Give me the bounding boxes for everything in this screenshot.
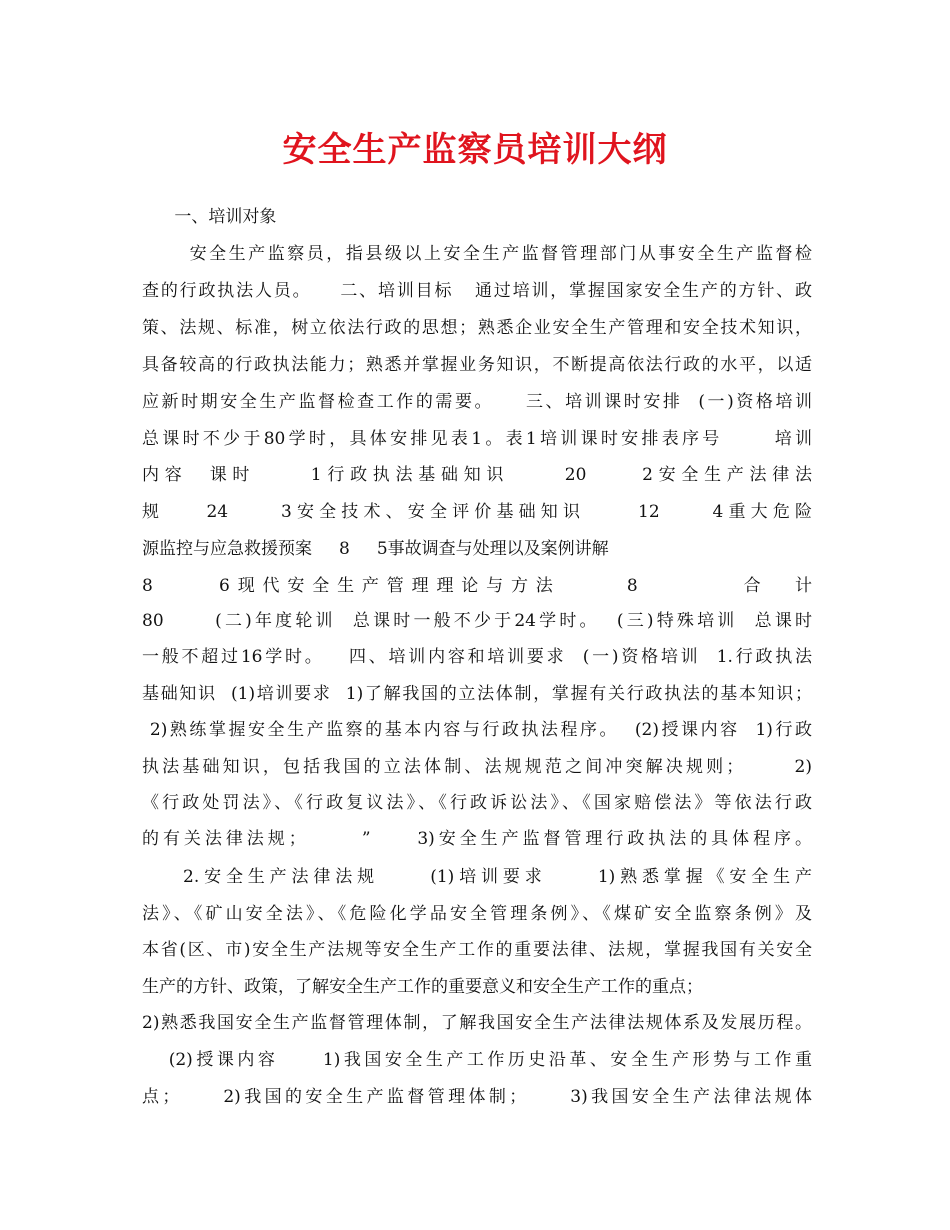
body-line: 2)熟练掌握安全生产监察的基本内容与行政执法程序。 (2)授课内容 1)行政 [142, 720, 812, 740]
body-line: 源监控与应急救援预案 8 5事故调查与处理以及案例讲解 [142, 539, 609, 559]
body-line: 规 24 3安全技术、安全评价基础知识 12 4重大危险 [142, 502, 812, 522]
body-line: 执法基础知识，包括我国的立法体制、法规规范之间冲突解决规则； 2) [142, 757, 812, 777]
body-line: 具备较高的行政执法能力；熟悉并掌握业务知识，不断提高依法行政的水平，以适 [142, 355, 812, 375]
body-line: 点； 2)我国的安全生产监督管理体制； 3)我国安全生产法律法规体 [142, 1087, 812, 1107]
body-line: (2)授课内容 1)我国安全生产工作历史沿革、安全生产形势与工作重 [142, 1050, 812, 1070]
body-line: 基础知识 (1)培训要求 1)了解我国的立法体制，掌握有关行政执法的基本知识； [142, 684, 812, 704]
document-title: 安全生产监察员培训大纲 [282, 130, 668, 170]
body-line: 应新时期安全生产监督检查工作的需要。 三、培训课时安排 (一)资格培训 [142, 392, 812, 412]
body-line: 查的行政执法人员。 二、培训目标 通过培训，掌握国家安全生产的方针、政 [142, 281, 812, 301]
body-line: 本省(区、市)安全生产法规等安全生产工作的重要法律、法规，掌握我国有关安全 [142, 940, 812, 960]
body-line: 一、培训对象 [142, 207, 277, 227]
body-line: 8 6现代安全生产管理理论与方法 8 合 计 [142, 576, 812, 596]
body-line: 2)熟悉我国安全生产监督管理体制，了解我国安全生产法律法规体系及发展历程。 [142, 1013, 812, 1033]
body-line: 的有关法律法规； ” 3)安全生产监督管理行政执法的具体程序。 [142, 829, 812, 849]
body-line: 生产的方针、政策，了解安全生产工作的重要意义和安全生产工作的重点； [142, 977, 703, 997]
body-line: 安全生产监察员，指县级以上安全生产监督管理部门从事安全生产监督检 [142, 244, 812, 264]
body-line: 2.安全生产法律法规 (1)培训要求 1)熟悉掌握《安全生产 [142, 867, 812, 887]
body-line: 总课时不少于80学时，具体安排见表1。表1培训课时安排表序号 培训 [142, 429, 812, 449]
body-line: 《行政处罚法》、《行政复议法》、《行政诉讼法》、《国家赔偿法》等依法行政 [142, 793, 812, 813]
body-line: 法》、《矿山安全法》、《危险化学品安全管理条例》、《煤矿安全监察条例》及 [142, 904, 812, 924]
body-line: 内容 课时 1行政执法基础知识 20 2安全生产法律法 [142, 465, 812, 485]
body-line: 80 (二)年度轮训 总课时一般不少于24学时。 (三)特殊培训 总课时 [142, 611, 812, 631]
body-line: 策、法规、标准，树立依法行政的思想；熟悉企业安全生产管理和安全技术知识， [142, 318, 812, 338]
body-line: 一般不超过16学时。 四、培训内容和培训要求 (一)资格培训 1.行政执法 [142, 647, 812, 667]
